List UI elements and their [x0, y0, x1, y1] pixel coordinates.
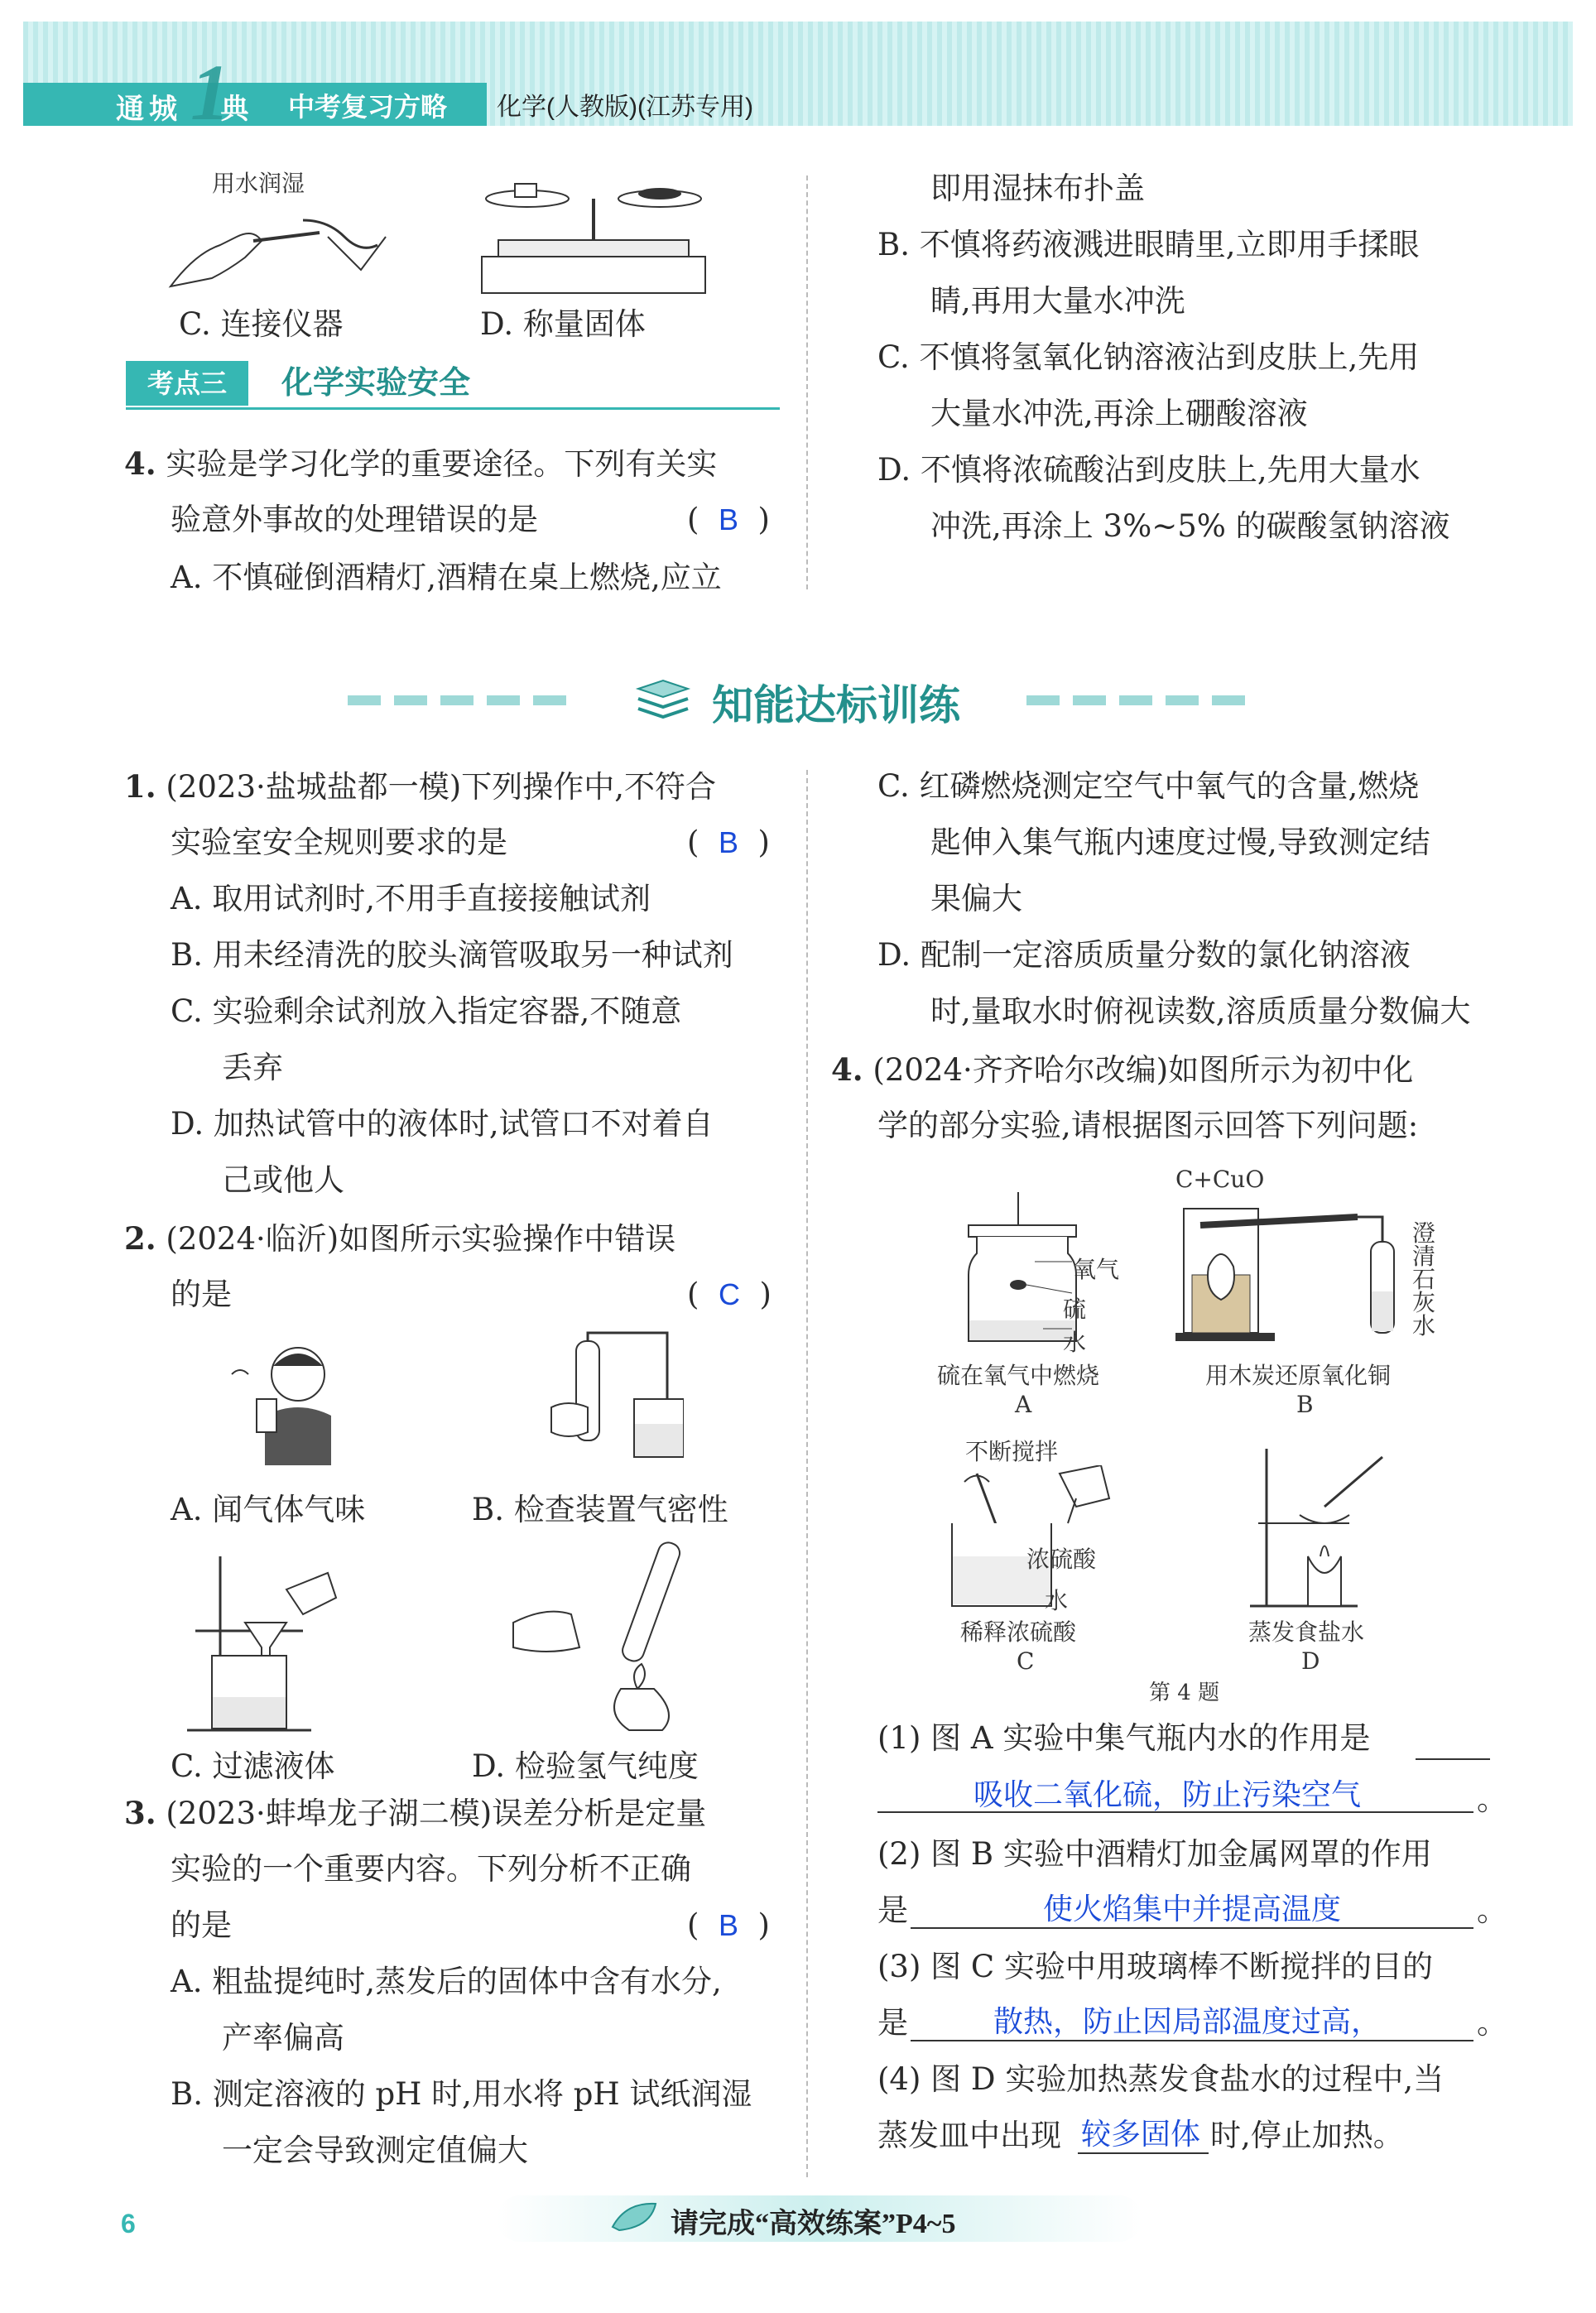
q4-p2-period: 。: [1477, 1892, 1507, 1928]
q3-option-d-line1: D. 配制一定溶质质量分数的氯化钠溶液: [877, 937, 1411, 973]
fig-b-label-limewater: 澄清石灰水: [1412, 1219, 1436, 1339]
subject-title: 化学(人教版)(江苏专用): [497, 94, 753, 121]
kaodian-tag: 考点三: [126, 361, 248, 406]
q3-option-b-line2: 一定会导致测定值偏大: [222, 2133, 528, 2168]
q4-p4-stem-line1: (4) 图 D 实验加热蒸发食盐水的过程中,当: [877, 2061, 1445, 2097]
column-divider-bottom: [806, 770, 808, 2177]
hydrogen-purity-figure: [497, 1540, 687, 1738]
q4-p3-period: 。: [1477, 2005, 1507, 2041]
q4-top-option-d-line2: 冲洗,再涂上 3%~5% 的碳酸氢钠溶液: [930, 508, 1450, 544]
series-title: 中考复习方略: [288, 92, 448, 122]
q1-option-b: B. 用未经清洗的胶头滴管吸取另一种试剂: [171, 937, 733, 973]
q4-top-option-d-line1: D. 不慎将浓硫酸沾到皮肤上,先用大量水: [877, 452, 1421, 488]
q4-top-option-b-line1: B. 不慎将药液溅进眼睛里,立即用手揉眼: [877, 227, 1420, 262]
figure-label: 第 4 题: [1149, 1681, 1220, 1705]
q4-top-stem-line1: 4. 实验是学习化学的重要途径。下列有关实: [124, 445, 718, 482]
q4-p3-answer: 散热，防止因局部温度过高，: [993, 2004, 1382, 2038]
connect-instrument-figure: [162, 195, 411, 303]
fig-c-caption: 稀释浓硫酸: [960, 1618, 1077, 1646]
q3-option-d-line2: 时,量取水时俯视读数,溶质质量分数偏大: [930, 993, 1471, 1029]
q4-top-option-a-line2: 即用湿抹布扑盖: [930, 171, 1145, 206]
option-d-weigh: D. 称量固体: [480, 306, 646, 342]
q2-option-d: D. 检验氢气纯度: [472, 1748, 699, 1784]
fig-c-label-water: 水: [1045, 1587, 1069, 1614]
q4-p2-stem-line2: 是: [877, 1892, 908, 1928]
fig-b-caption: 用木炭还原氧化铜: [1205, 1362, 1392, 1389]
label-water: 用水润湿: [212, 170, 305, 197]
q4-top-option-a-line1: A. 不慎碰倒酒精灯,酒精在桌上燃烧,应立: [171, 560, 722, 595]
q4-stem-line1: 4. (2024·齐齐哈尔改编)如图所示为初中化: [831, 1051, 1414, 1088]
q4-top-option-c-line1: C. 不慎将氢氧化钠溶液沾到皮肤上,先用: [877, 339, 1420, 375]
q1-stem-line1: 1. (2023·盐城盐都一模)下列操作中,不符合: [124, 768, 716, 805]
q4-p2-stem-line1: (2) 图 B 实验中酒精灯加金属网罩的作用: [877, 1836, 1432, 1872]
q4-p1-period: 。: [1477, 1782, 1507, 1817]
q1-option-d-line1: D. 加热试管中的液体时,试管口不对着自: [171, 1106, 714, 1142]
fig-d-letter: D: [1301, 1647, 1320, 1675]
book-icon: [634, 674, 692, 724]
q4-p3-stem-line1: (3) 图 C 实验中用玻璃棒不断搅拌的目的: [877, 1949, 1434, 1984]
kaodian-underline: [126, 407, 780, 410]
q3-option-c-line1: C. 红磷燃烧测定空气中氧气的含量,燃烧: [877, 768, 1420, 804]
fig-b-letter: B: [1296, 1391, 1314, 1418]
footer-instruction: 请完成“高效练案”P4~5: [671, 2209, 956, 2239]
section-dash-left: [348, 695, 579, 705]
figure-d-evaporate-salt: [1242, 1440, 1424, 1614]
page-number: 6: [121, 2209, 136, 2238]
q2-option-b: B. 检查装置气密性: [472, 1492, 728, 1527]
q2-option-c: C. 过滤液体: [171, 1748, 335, 1784]
q4-top-option-c-line2: 大量水冲洗,再涂上硼酸溶液: [930, 396, 1308, 431]
section-title: 知能达标训练: [712, 682, 960, 729]
q2-stem-line1: 2. (2024·临沂)如图所示实验操作中错误: [124, 1220, 676, 1257]
brand-number: 1: [190, 48, 230, 137]
q3-answer: ( B ): [687, 1907, 770, 1943]
q4-p4-stem-suffix: 时,停止加热。: [1210, 2118, 1404, 2153]
smell-gas-figure: [207, 1341, 356, 1474]
fig-a-label-water: 水: [1063, 1329, 1087, 1356]
q1-answer: ( B ): [687, 825, 770, 860]
q1-option-c-line2: 丢弃: [222, 1050, 283, 1085]
q1-option-d-line2: 己或他人: [222, 1162, 344, 1198]
q3-option-a-line2: 产率偏高: [222, 2020, 344, 2056]
column-divider-top: [806, 176, 808, 589]
q1-option-a: A. 取用试剂时,不用手直接接触试剂: [171, 881, 651, 916]
fig-b-label-reactants: C+CuO: [1175, 1166, 1265, 1193]
airtight-check-figure: [518, 1325, 684, 1474]
q3-option-a-line1: A. 粗盐提纯时,蒸发后的固体中含有水分,: [171, 1964, 722, 1999]
q3-option-b-line1: B. 测定溶液的 pH 时,用水将 pH 试纸润湿: [171, 2076, 752, 2112]
fig-c-letter: C: [1017, 1647, 1035, 1675]
figure-c-dilute-acid: [944, 1465, 1126, 1614]
q4-top-answer: ( B ): [687, 502, 770, 537]
option-c-connect: C. 连接仪器: [179, 306, 344, 342]
leaf-icon: [609, 2199, 659, 2235]
q4-top-stem-line2: 验意外事故的处理错误的是: [171, 502, 538, 537]
q3-stem-line3: 的是: [171, 1907, 232, 1943]
brand-name: 通城 典: [116, 94, 254, 125]
q4-p3-stem-line2: 是: [877, 2005, 908, 2041]
q3-option-c-line2: 匙伸入集气瓶内速度过慢,导致测定结: [930, 825, 1430, 860]
q1-option-c-line1: C. 实验剩余试剂放入指定容器,不随意: [171, 993, 682, 1029]
q2-answer: ( C ): [687, 1277, 772, 1312]
q3-stem-line2: 实验的一个重要内容。下列分析不正确: [171, 1851, 691, 1887]
q4-p1-blank-end: [1416, 1758, 1490, 1760]
section-dash-right: [1026, 695, 1258, 705]
q4-p4-stem-prefix: 蒸发皿中出现: [877, 2118, 1061, 2153]
kaodian-title: 化学实验安全: [281, 366, 471, 401]
q3-option-c-line3: 果偏大: [930, 881, 1022, 916]
fig-d-caption: 蒸发食盐水: [1248, 1618, 1365, 1646]
q1-stem-line2: 实验室安全规则要求的是: [171, 825, 507, 860]
q4-p1-answer: 吸收二氧化硫，防止污染空气: [973, 1777, 1362, 1811]
fig-a-label-oxygen: 氧气: [1073, 1256, 1120, 1283]
balance-figure: [474, 174, 722, 298]
fig-a-letter: A: [1015, 1391, 1032, 1418]
q4-p4-answer: 较多固体: [1081, 2117, 1201, 2151]
filter-figure: [179, 1548, 344, 1738]
q2-stem-line2: 的是: [171, 1277, 232, 1312]
q4-stem-line2: 学的部分实验,请根据图示回答下列问题:: [877, 1108, 1419, 1143]
fig-a-label-sulfur: 硫: [1063, 1296, 1087, 1323]
fig-c-label-stir: 不断搅拌: [965, 1438, 1059, 1465]
q4-top-option-b-line2: 睛,再用大量水冲洗: [930, 283, 1185, 319]
figure-b-carbon-reduction: [1175, 1192, 1416, 1358]
fig-c-label-acid: 浓硫酸: [1026, 1546, 1097, 1573]
q4-p2-answer: 使火焰集中并提高温度: [1043, 1892, 1342, 1926]
q2-option-a: A. 闻气体气味: [171, 1492, 366, 1527]
q3-stem-line1: 3. (2023·蚌埠龙子湖二模)误差分析是定量: [124, 1795, 707, 1831]
q4-p1-stem: (1) 图 A 实验中集气瓶内水的作用是: [877, 1720, 1371, 1756]
fig-a-caption: 硫在氧气中燃烧: [937, 1362, 1100, 1389]
